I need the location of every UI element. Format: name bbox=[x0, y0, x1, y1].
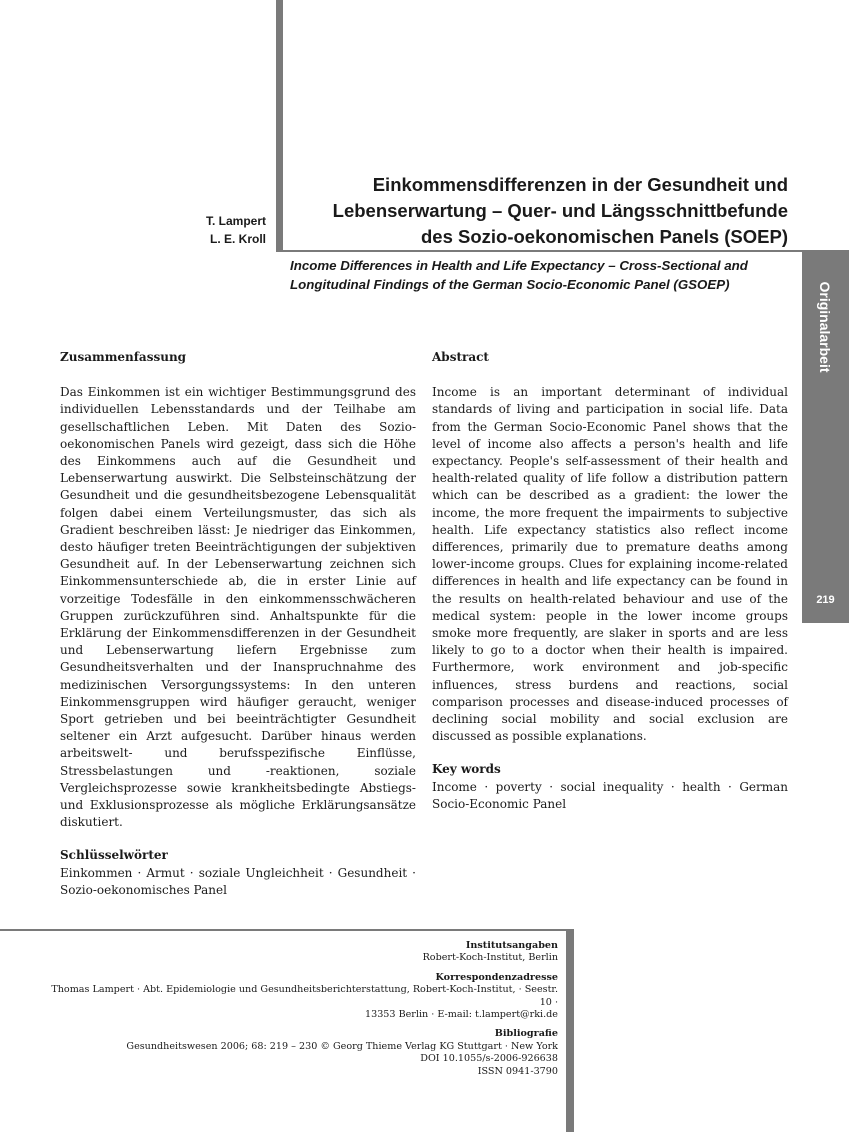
correspondence-heading: Korrespondenzadresse bbox=[435, 971, 558, 983]
article-title-german: Einkommensdifferenzen in der Gesundheit und Lebenserwartung – Quer- und Längsschnittbefunde des Sozio-oekonomischen Panels (SOEP) bbox=[332, 174, 788, 247]
bibliography-block bbox=[40, 1028, 558, 1078]
footer-horizontal-rule bbox=[0, 929, 566, 931]
abstract-text: Income is an important determinant of individual standards of living and participation in social life. Data from the German Socio-Economic Panel shows that the level of income also affects a person's health and life expectancy. People's self-assessment of their health and health-related quality of life follow a distribution pattern which can be described as a gradient: the lower the income, the more frequent the impairments to subjective health. Life expectancy statistics also reflect income differences, primarily due to premature deaths among lower-income groups. Clues for explaining income-related differences in health and life expectancy can be found in the results on health-related behaviour and use of the medical system: people in the lower income groups smoke more frequently, are slaker in sports and are less likely to go to a doctor when their health is impaired. Furthermore, work environment and job-specific influences, stress burdens and reactions, social comparison processes and disease-induced processes of declining social mobility and social exclusion are discussed as possible explanations. bbox=[432, 385, 788, 744]
author-name: T. Lampert bbox=[205, 214, 266, 228]
header-horizontal-rule bbox=[276, 250, 802, 252]
header-vertical-rule bbox=[276, 0, 283, 250]
keywords-heading-german: Schlüsselwörter bbox=[60, 848, 168, 863]
institute-name: Robert-Koch-Institut, Berlin bbox=[422, 952, 558, 964]
footer-vertical-rule bbox=[566, 929, 574, 1132]
article-title-english: Income Differences in Health and Life Expectancy – Cross-Sectional and Longitudinal Findings of the German Socio-Economic Panel (GSOEP) bbox=[290, 258, 748, 292]
article-type-label: Originalarbeit bbox=[817, 281, 833, 373]
abstract-english-column bbox=[432, 349, 788, 813]
bibliography-citation: Gesundheitswesen 2006; 68: 219 – 230 © Georg Thieme Verlag KG Stuttgart · New York bbox=[126, 1040, 558, 1052]
abstract-heading: Abstract bbox=[432, 350, 489, 364]
institute-block bbox=[40, 940, 558, 965]
correspondence-address: Thomas Lampert · Abt. Epidemiologie und Gesundheitsberichterstattung, Robert-Koch-Institut, · Seestr. 10 · bbox=[51, 984, 558, 1008]
correspondence-email: 13353 Berlin · E-mail: t.lampert@rki.de bbox=[365, 1009, 558, 1021]
doi: DOI 10.1055/s-2006-926638 bbox=[420, 1053, 558, 1065]
side-tab-label bbox=[803, 272, 847, 382]
summary-german-column bbox=[60, 349, 416, 899]
keywords-heading-english: Key words bbox=[432, 762, 501, 777]
summary-text: Das Einkommen ist ein wichtiger Bestimmungsgrund des individuellen Lebensstandards und der Teilhabe am gesellschaftlichen Leben. Mit Daten des Sozio-oekonomischen Panels wird gezeigt, dass sich die Höhe des Einkommens auch auf die Gesundheit und Lebenserwartung auswirkt. Die Selbsteinschätzung der Gesundheit und die gesundheitsbezogene Lebensqualität folgen dabei einem Verteilungsmuster, das sich als Gradient beschreiben lässt: Je niedriger das Einkommen, desto häufiger treten Beeinträchtigungen der subjektiven Gesundheit auf. In der Lebenserwartung zeichnen sich Einkommensunterschiede ab, die in erster Linie auf vorzeitige Todesfälle in den einkommensschwächeren Gruppen zurückzuführen sind. Anhaltspunkte für die Erklärung der Einkommensdifferenzen in der Gesundheit und Lebenserwartung liefern Ergebnisse zum Gesundheitsverhalten und der Inanspruchnahme des medizinischen Versorgungssystems: In den unteren Einkommensgruppen wird häufiger geraucht, weniger Sport getrieben und bei beeinträchtigter Gesundheit seltener ein Arzt aufgesucht. Darüber hinaus werden arbeitswelt- und berufsspezifische Einflüsse, Stressbelastungen und -reaktionen, soziale Vergleichsprozesse sowie krankheitsbedingte Abstiegs- und Exklusionsprozesse als mögliche Erklärungsansätze diskutiert. bbox=[60, 385, 416, 830]
article-info-footer bbox=[40, 940, 558, 1085]
institute-heading: Institutsangaben bbox=[465, 940, 558, 951]
summary-heading: Zusammenfassung bbox=[60, 350, 187, 364]
issn: ISSN 0941-3790 bbox=[477, 1065, 558, 1077]
keywords-english: Income · poverty · social inequality · health · German Socio-Economic Panel bbox=[432, 779, 788, 811]
bibliography-heading: Bibliografie bbox=[494, 1028, 558, 1040]
keywords-german: Einkommen · Armut · soziale Ungleichheit · Gesundheit · Sozio-oekonomisches Panel bbox=[60, 865, 416, 897]
author-list bbox=[150, 212, 266, 248]
correspondence-block bbox=[40, 972, 558, 1022]
author-name: L. E. Kroll bbox=[209, 232, 266, 246]
page-number: 219 bbox=[816, 594, 835, 606]
